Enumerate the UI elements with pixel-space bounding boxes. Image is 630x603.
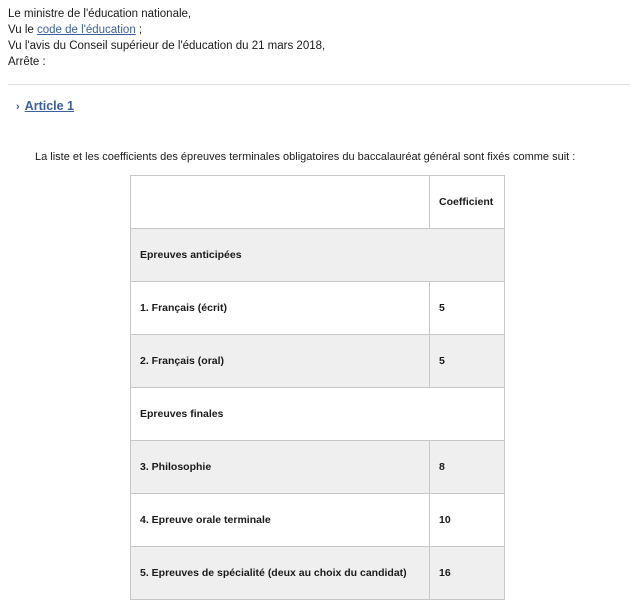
preamble-line-code — [8, 22, 325, 38]
table-cell-value: 16 — [430, 547, 505, 600]
table-row — [131, 229, 505, 282]
table-row — [131, 335, 505, 388]
table-row — [131, 441, 505, 494]
code-education-link[interactable]: code de l'éducation — [36, 24, 136, 36]
table-header-coefficient: Coefficient — [430, 176, 505, 229]
table-cell-value: 8 — [430, 441, 505, 494]
preamble-line-arrete: Arrête : — [8, 56, 46, 68]
preamble-code-suffix: ; — [135, 24, 143, 36]
chevron-right-icon: › — [16, 101, 20, 113]
table-cell-value: 10 — [430, 494, 505, 547]
preamble — [8, 6, 325, 70]
table-row — [131, 494, 505, 547]
table-row — [131, 282, 505, 335]
preamble-code-prefix: Vu le — [8, 24, 37, 36]
table-header-row — [131, 176, 505, 229]
coefficient-table — [130, 175, 505, 600]
section-divider — [8, 84, 630, 85]
preamble-line-minister: Le ministre de l'éducation nationale, — [8, 8, 192, 20]
table-cell-label: 3. Philosophie — [131, 441, 430, 494]
table-section-label: Epreuves finales — [131, 388, 505, 441]
table-header-label — [131, 176, 430, 229]
article-title-link[interactable]: Article 1 — [24, 99, 75, 113]
table-row — [131, 547, 505, 600]
article-heading[interactable] — [16, 99, 74, 113]
preamble-line-avis: Vu l'avis du Conseil supérieur de l'éducation du 21 mars 2018, — [8, 40, 326, 52]
table-cell-label: 2. Français (oral) — [131, 335, 430, 388]
article-intro-text: La liste et les coefficients des épreuves terminales obligatoires du baccalauréat général sont fixés comme suit : — [35, 151, 576, 163]
table-row — [131, 388, 505, 441]
table-section-label: Epreuves anticipées — [131, 229, 505, 282]
table-cell-label: 5. Epreuves de spécialité (deux au choix du candidat) — [131, 547, 430, 600]
table-cell-label: 4. Epreuve orale terminale — [131, 494, 430, 547]
table-cell-value: 5 — [430, 335, 505, 388]
table-cell-value: 5 — [430, 282, 505, 335]
table-cell-label: 1. Français (écrit) — [131, 282, 430, 335]
